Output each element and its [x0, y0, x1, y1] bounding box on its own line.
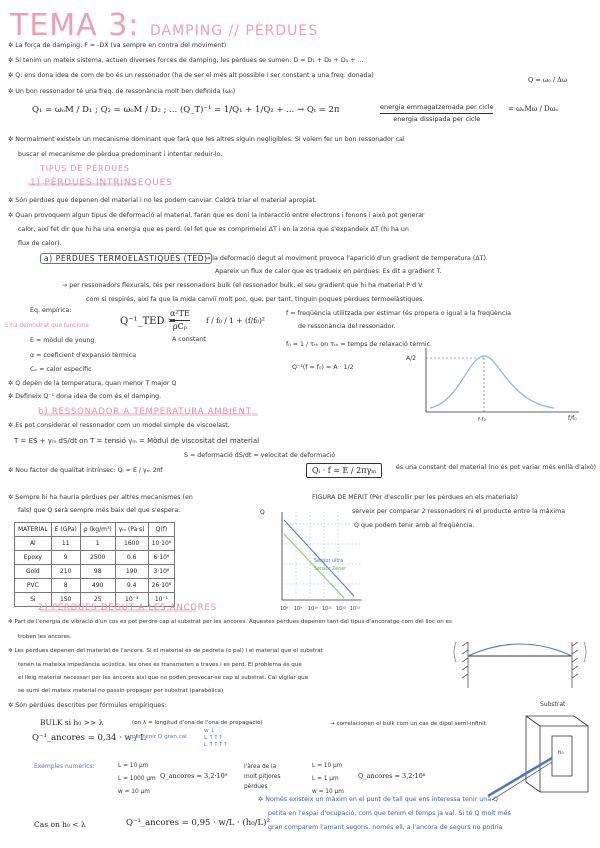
ted-bullet-1: ✲ Q depèn de la temperatura, quan menor T major Q — [8, 380, 177, 387]
quality-factor-formula: Q₁ = ωₒM / D₁ ; Q₂ = ωₒM / D₂ ; ... (Q_T)⁻¹ = 1/Q₁ + 1/Q₂ + ... → Qₜ = 2π — [32, 105, 340, 115]
table-row: Al 11 1 1600 10·10⁶ — [15, 537, 175, 551]
ted-formula-label: Eq. empírica: — [30, 307, 72, 314]
examples-label: Exemples numèrics: — [34, 763, 95, 770]
ted-var-e: E = mòdul de young — [30, 337, 95, 344]
ted-var-cp: Cₚ = calor específic — [30, 366, 92, 373]
ambient-text-3: S = deformació dS/dt = velocitat de deformació — [184, 452, 336, 459]
table-header-row — [15, 523, 175, 537]
plot2-xtick: 10⁸ — [280, 607, 289, 612]
table-header: Q(f) — [148, 523, 175, 537]
bulk-by: per tenir Q gran cal — [132, 734, 187, 740]
ted-formula-lhs: Q⁻¹_TED = — [120, 316, 177, 327]
example-value: L = 1000 μm — [118, 776, 156, 782]
qi-formula: ✲ Nou factor de qualitat intrínsec: Qᵢ = E / γₘ 2πf — [8, 467, 163, 474]
bulk-option: L ↑↑↑ — [204, 735, 223, 741]
final-note-1: ✲ Només existeix un màxim en el punt de tall que ens interessa tenir una Q — [258, 796, 499, 803]
intro-line-2: ✲ Si tenim un mateix sistema, actuen diverses forces de damping, les pèrdues se sumen: D = D₁ + D₂ + D₃ + ... — [8, 57, 364, 64]
bulk-side: → correlacionen el bulk com un cas de dipol semi-infinit — [330, 721, 486, 727]
merit-plot — [258, 504, 368, 614]
energy-ratio-den: energia dissipada per cicle — [393, 115, 481, 123]
diagram-h: h₀ — [558, 750, 564, 756]
plot1-x-label: f/f₀ — [568, 415, 577, 422]
merit-text-3: Q que podem tenir amb al freqüència. — [354, 522, 475, 529]
title-main: TEMA 3: — [10, 8, 140, 43]
anchor-beam-diagram — [452, 628, 592, 690]
table-header: γₘ (Pa·s) — [115, 523, 148, 537]
example-note: l'àrea de la — [244, 764, 277, 770]
intro-line-4: ✲ Un bon ressonador té una freq. de ressonància molt ben definida (ω₀) — [8, 88, 236, 95]
ted-formula-frac: α²TE ρCₚ — [170, 309, 190, 331]
plot2-xtick: 10¹¹ — [322, 607, 332, 612]
example-value: L = 10 μm — [118, 763, 149, 769]
examples-right-q: Q_ancores = 3,2·10⁶ — [358, 772, 426, 780]
examples-left — [118, 760, 156, 799]
example-note: pèrdues — [244, 784, 268, 790]
final-note-2: petita en l'espai d'ocupació, com que tenim el temps ja val. Si té Q molt més — [268, 810, 511, 817]
ted-text-3: → per ressonadors flexurals, tés per ressonadors bulk (el ressonador bulk, el seu gradient que hi ha material P d V. — [62, 282, 424, 289]
ted-formula-frac2: f / f₀ / 1 + (f/f₀)² — [206, 316, 265, 325]
bulk-options — [204, 728, 228, 749]
example-value: w = 10 μm — [312, 789, 344, 795]
plot2-xtick: 10¹² — [336, 607, 346, 612]
ted-var-alpha: α = coeficient d'expansió tèrmica — [30, 352, 137, 359]
subsection-ambient: b) RESSONADOR A TEMPERATURA AMBIENT — [38, 407, 252, 417]
table-intro-2: fals) que Q serà sempre més baix del que s'espera. — [18, 507, 181, 514]
section-types: TIPUS DE PÈRDUES — [40, 164, 130, 173]
materials-table — [14, 522, 175, 607]
bulk-option: L ↑↑↑↑ — [204, 742, 228, 748]
ted-right-3: f₀ = 1 / τₜₕ on τₜₕ = temps de relaxació tèrmic. — [286, 341, 433, 348]
table-header: ρ (kg/m³) — [80, 523, 115, 537]
anchors-text-6: se sumi del mateix material no passin propagar per substrat (parabòlica) — [18, 688, 224, 694]
example-note: molt pitjores — [244, 774, 281, 780]
energy-ratio-num: energia emmagatzemada per cicle — [380, 102, 493, 114]
intrinsic-text-3: calor, així fet dir que hi ha una energia que es perd. (el fet que es comprimeixi ΔT i en la zona que s'expandeix ΔT (hi ha un — [18, 226, 409, 233]
section-intrinsic: 1) PÈRDUES INTRÍNSEQUES — [30, 178, 173, 188]
case2-formula: Q⁻¹_ancores = 0,95 · w/L · (h₀/L)² — [126, 818, 270, 828]
ted-right-1: f = freqüència utilitzada per estimar (és propera o igual a la freqüència — [286, 310, 511, 317]
intrinsic-text-2: ✲ Quan provoquem algun tipus de deformació al material, faran que es doni la interacció entre electrons i fonons i això pot generar — [8, 212, 425, 219]
table-row: Si 150 25 10⁻³ 10⁻¹ — [15, 593, 175, 607]
table-header: MATERIAL — [15, 523, 52, 537]
examples-right — [312, 760, 344, 799]
ted-bullet-2: ✲ Defineix Q⁻¹ dona idea de com és el damping. — [8, 393, 162, 400]
intro-line-3: ✲ Q: ens dona idea de com de bo és un ressonador (ha de ser el més alt possible i ser constant a una freq. donada) — [8, 72, 374, 79]
example-value: L = 1 μm — [312, 776, 339, 782]
intrinsic-text-1: ✲ Són pèrdues que depenen del material i no les podem canviar. Caldrà triar el material apropiat. — [8, 197, 317, 204]
ted-formula-note: S'ha demostrat que funciona — [5, 323, 89, 329]
qi-boxed-formula: Qᵢ · f = E / 2πγₘ — [306, 463, 382, 478]
case2-label: Cas on h₀ < λ — [34, 820, 86, 829]
final-note-3: gran comparem l'amant segons, només ell, a l'ancora de segurs no podria — [268, 824, 503, 831]
merit-text-1: FIGURA DE MÈRIT (Pèr d'escollir per les pèrdues en els materials) — [312, 494, 518, 501]
anchors-text-5: el lleig material necessari per les ancores així que no poden provocar-se cap al substrat. Cal vigilar que — [18, 675, 309, 681]
ted-right-4: Q⁻¹(f = f₀) = A · 1/2 — [292, 364, 354, 371]
table-intro-1: ✲ Sempre hi ha hauria pèrdues per altres mecanismes (en — [8, 494, 193, 501]
merit-text-2: serveix per comparar 2 ressonadors ni el producte entre la màxima — [352, 508, 566, 515]
anchors-text-7: ✲ Són pèrdues descrites per fórmules empíriques: — [8, 702, 167, 709]
anchors-text-2: troben les ancores. — [18, 634, 72, 640]
ted-text-4: com si respirés, així fa que la mida canviï molt poc, que, per tant, tinguin poques pèrdues termoelàstiques. — [86, 296, 425, 303]
page-title — [10, 8, 318, 43]
plot1-x-value: f·f₀ — [478, 417, 486, 422]
example-value: w = 10 μm — [118, 789, 150, 795]
ted-constant-label: A constant — [172, 336, 206, 343]
table-header: E (GPa) — [51, 523, 80, 537]
ted-peak-plot — [404, 342, 589, 422]
plot2-xtick: 10¹⁰ — [308, 607, 318, 612]
section-anchors: 2) PÈRDUES DEGUT A LES ANCORES — [38, 603, 217, 613]
table-row: PVC 8 490 9.4 26·10⁶ — [15, 579, 175, 593]
examples-left-q: Q_ancores = 3,2·10⁹ — [160, 772, 228, 780]
ambient-text-2: T = ES + γₘ dS/dt on T = tensió γₘ = Mòdul de viscositat del material — [14, 437, 260, 445]
plot2-legend-2: Sensor Zener — [314, 567, 347, 572]
table-row: Gold 210 98 190 3·10⁶ — [15, 565, 175, 579]
plot1-y-value: A/2 — [406, 355, 416, 362]
bulk-option: w ↓ — [204, 728, 216, 734]
intro-line-1: ✲ La força de damping: F = -DẊ (va sempre en contra del moviment) — [8, 42, 227, 49]
dominant-mechanism-2: buscar el mecanisme de pèrdua predominant i intentar reduir-lo. — [18, 151, 223, 158]
example-value: L = 10 μm — [312, 763, 343, 769]
title-sub: DAMPING // PÈRDUES — [149, 23, 319, 39]
dominant-mechanism-1: ✲ Normalment existeix un mecanisme dominant que farà que les altres siguin negligibles. Si volem fer un bon ressonador cal — [8, 136, 405, 143]
diagram-label: Substrat — [540, 701, 566, 708]
substrate-diagram — [468, 696, 594, 804]
energy-ratio-result: = ωₒMω / Dωₒ — [508, 105, 559, 113]
bulk-formula: Q⁻¹_ancores = 0,34 · w / L — [32, 733, 146, 743]
qi-right-note: és una constant del material (no és pot variar més enllà d'això) — [396, 464, 597, 471]
intrinsic-text-4: flux de calor). — [18, 240, 62, 247]
ted-right-2: de ressonància del ressonador. — [298, 323, 396, 330]
table-row: Epoxy 9 2500 0.6 6·10⁶ — [15, 551, 175, 565]
subsection-ted: a) PÈRDUES TERMOELÀSTIQUES (TED) — [40, 254, 212, 263]
plot2-y-label: Q — [260, 509, 265, 516]
anchors-text-3: ✲ Les pèrdues depenen del material de l'ancora. Si el material és de pedreta (o pal) i el material que el substrat — [8, 648, 323, 654]
bulk-label: BULK si h₀ >> λ — [40, 718, 104, 727]
plot2-xtick: 10⁹ — [294, 607, 303, 612]
ted-text-2: Apareix un flux de calor que es tradueix en pèrdues. Es dit a gradient T. — [215, 268, 442, 275]
anchors-text-1: ✲ Part de l'energia de vibració d'un cos es pot perdre cap al substrat per les ancores. Aquestes pèrdues depenen tant del tipus d'ancoratge com del lloc on es — [8, 619, 452, 625]
energy-ratio — [380, 102, 493, 125]
ambient-text-1: ✲ Es pot considerar el ressonador com un model simple de viscoelast. — [8, 422, 230, 429]
plot2-xtick: 10¹³ — [350, 607, 360, 612]
anchors-text-4: tenen la mateixa impedància acústica, les ones es transmeten a través i es perd. El problema és que — [18, 662, 302, 668]
bulk-note: (on λ = longitud d'ona de l'ona de propagació) — [132, 720, 263, 726]
examples-mid — [244, 762, 280, 792]
ted-text-1: → la deformació degut al moviment provoca l'aparició d'un gradient de temperatura (ΔT). — [205, 255, 488, 262]
plot2-legend-1: Sensor ultra — [314, 559, 344, 564]
q-definition: Q = ω₀ / Δω — [528, 76, 568, 84]
